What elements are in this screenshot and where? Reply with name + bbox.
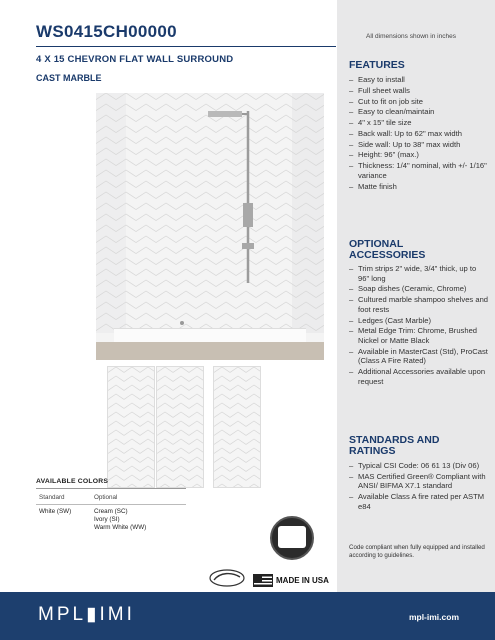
accessories-title: OPTIONAL ACCESSORIES [349, 238, 426, 261]
list-item: – 4" x 15" tile size [349, 118, 489, 128]
panel-swatch [107, 366, 155, 488]
certification-badge-icon [270, 516, 314, 560]
divider [36, 504, 186, 505]
list-item: – Trim strips 2" wide, 3/4" thick, up to 96" long [349, 264, 489, 283]
header-divider [36, 46, 336, 47]
product-finish: CAST MARBLE [36, 73, 102, 83]
list-item: – Easy to clean/maintain [349, 107, 489, 117]
product-code: WS0415CH00000 [36, 22, 177, 41]
panel-swatch [156, 366, 204, 488]
product-subtitle: 4 X 15 CHEVRON FLAT WALL SURROUND [36, 54, 234, 65]
optional-color: Cream (SC) [94, 508, 128, 515]
features-list [349, 75, 489, 192]
list-item: – MAS Certified Green® Compliant with ANSI/ BIFMA X7.1 standard [349, 472, 489, 491]
standards-title: STANDARDS AND RATINGS [349, 434, 440, 457]
usa-flag-icon [253, 574, 273, 587]
cultured-marble-logo-icon [208, 568, 246, 588]
compliance-note: Code compliant when fully equipped and installed according to guidelines. [349, 544, 485, 560]
list-item: – Thickness: 1/4" nominal, with +/- 1/16" variance [349, 161, 489, 180]
list-item: – Back wall: Up to 62" max width [349, 129, 489, 139]
list-item: – Easy to install [349, 75, 489, 85]
list-item: – Metal Edge Trim: Chrome, Brushed Nickel or Matte Black [349, 326, 489, 345]
list-item: – Available Class A fire rated per ASTM e84 [349, 492, 489, 511]
shower-base [114, 328, 306, 342]
dimensions-note: All dimensions shown in inches [366, 33, 456, 40]
list-item: – Available in MasterCast (Std), ProCast (Class A Fire Rated) [349, 347, 489, 366]
col-optional-header: Optional [94, 494, 118, 501]
made-in-usa: MADE IN USA [276, 576, 329, 585]
optional-color: Ivory (SI) [94, 516, 120, 523]
list-item: – Full sheet walls [349, 86, 489, 96]
list-item: – Cultured marble shampoo shelves and foot rests [349, 295, 489, 314]
shower-photo [96, 93, 324, 360]
col-standard-header: Standard [39, 494, 65, 501]
optional-colors [94, 508, 146, 532]
shower-valve-icon [243, 203, 253, 227]
drain-icon [180, 321, 184, 325]
shower-head-icon [208, 111, 242, 117]
list-item: – Cut to fit on job site [349, 97, 489, 107]
features-title: FEATURES [349, 59, 405, 71]
list-item: – Height: 96" (max.) [349, 150, 489, 160]
chevron-tile-pattern [96, 93, 324, 360]
brand-logo: MPL▮IMI [38, 604, 135, 625]
available-colors-title: AVAILABLE COLORS [36, 478, 109, 485]
floor [96, 342, 324, 360]
standard-color: White (SW) [39, 508, 72, 515]
list-item: – Ledges (Cast Marble) [349, 316, 489, 326]
divider [36, 488, 186, 489]
list-item: – Typical CSI Code: 06 61 13 (Div 06) [349, 461, 489, 471]
website-link[interactable]: mpl-imi.com [408, 612, 459, 622]
standards-list [349, 461, 489, 513]
list-item: – Soap dishes (Ceramic, Chrome) [349, 284, 489, 294]
list-item: – Side wall: Up to 38" max width [349, 140, 489, 150]
list-item: – Matte finish [349, 182, 489, 192]
panel-swatch [213, 366, 261, 488]
list-item: – Additional Accessories available upon request [349, 367, 489, 386]
optional-color: Warm White (WW) [94, 524, 147, 531]
footer [0, 592, 495, 640]
accessories-list [349, 264, 489, 387]
